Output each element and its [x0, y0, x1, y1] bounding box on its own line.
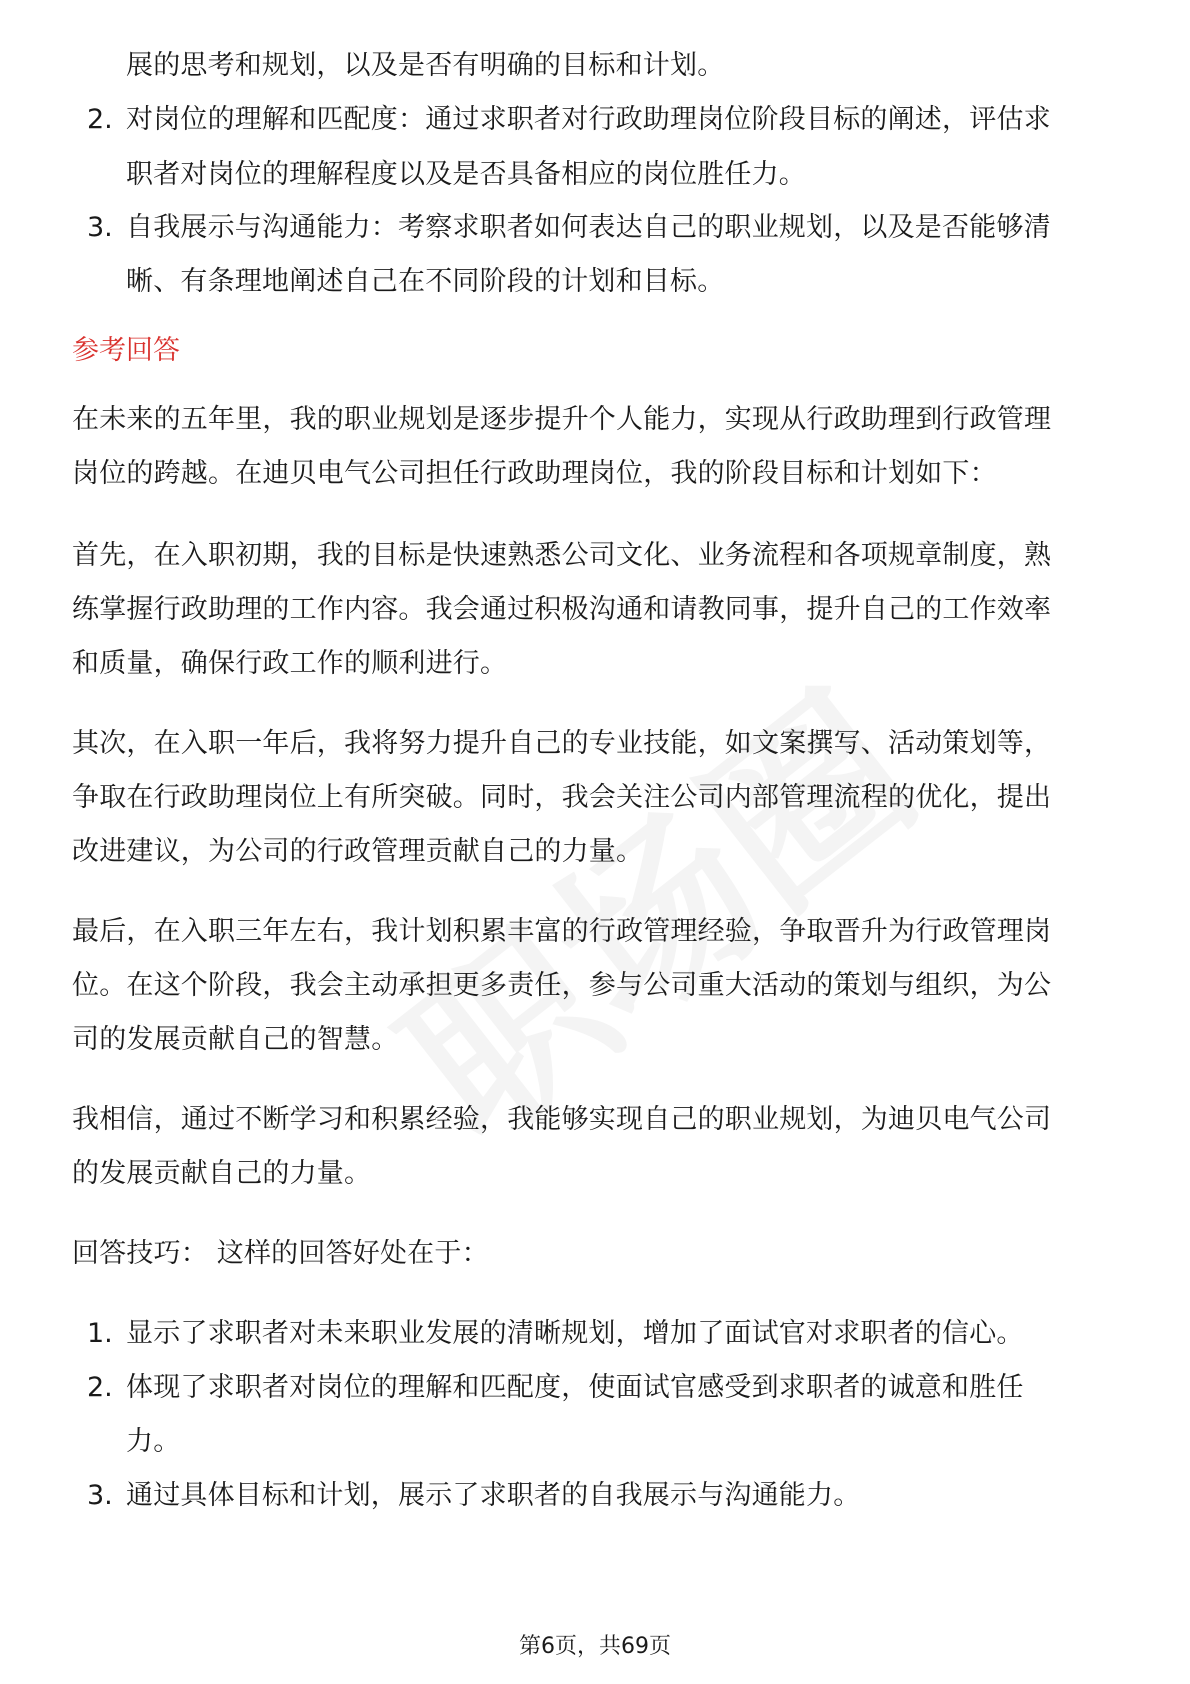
list-item-line: 通过具体目标和计划，展示了求职者的自我展示与沟通能力。 [126, 1480, 861, 1511]
paragraph-line: 改进建议，为公司的行政管理贡献自己的力量。 [72, 836, 644, 867]
paragraph-line: 练掌握行政助理的工作内容。我会通过积极沟通和请教同事，提升自己的工作效率 [72, 594, 1052, 625]
list-number: 3. [87, 1480, 113, 1511]
paragraph-line: 司的发展贡献自己的智慧。 [72, 1024, 399, 1055]
paragraph-line: 我相信，通过不断学习和积累经验，我能够实现自己的职业规划，为迪贝电气公司 [72, 1104, 1052, 1135]
paragraph-line: 岗位的跨越。在迪贝电气公司担任行政助理岗位，我的阶段目标和计划如下： [72, 458, 997, 489]
list-item-1-tail: 展的思考和规划，以及是否有明确的目标和计划。 [126, 50, 725, 81]
list-item-line: 显示了求职者对未来职业发展的清晰规划，增加了面试官对求职者的信心。 [126, 1318, 1024, 1349]
list-number: 1. [87, 1318, 113, 1349]
page-number-footer: 第6页，共69页 [519, 1634, 671, 1659]
list-item-line: 自我展示与沟通能力：考察求职者如何表达自己的职业规划，以及是否能够清 [126, 212, 1051, 243]
list-item-line: 晰、有条理地阐述自己在不同阶段的计划和目标。 [126, 266, 725, 297]
paragraph-line: 和质量，确保行政工作的顺利进行。 [72, 648, 508, 679]
paragraph-line: 位。在这个阶段，我会主动承担更多责任，参与公司重大活动的策划与组织，为公 [72, 970, 1052, 1001]
paragraph-line: 的发展贡献自己的力量。 [72, 1158, 372, 1189]
list-number: 3. [87, 212, 113, 243]
paragraph-line: 在未来的五年里，我的职业规划是逐步提升个人能力，实现从行政助理到行政管理 [72, 404, 1052, 435]
list-item-line: 职者对岗位的理解程度以及是否具备相应的岗位胜任力。 [126, 159, 806, 190]
reference-answer-heading: 参考回答 [72, 335, 180, 366]
answer-tips-intro: 回答技巧： 这样的回答好处在于： [72, 1238, 489, 1269]
paragraph-line: 最后，在入职三年左右，我计划积累丰富的行政管理经验，争取晋升为行政管理岗 [72, 916, 1052, 947]
list-item-line: 对岗位的理解和匹配度：通过求职者对行政助理岗位阶段目标的阐述，评估求 [126, 104, 1051, 135]
list-number: 2. [87, 104, 113, 135]
list-item-line: 体现了求职者对岗位的理解和匹配度，使面试官感受到求职者的诚意和胜任 [126, 1372, 1024, 1403]
paragraph-line: 争取在行政助理岗位上有所突破。同时，我会关注公司内部管理流程的优化，提出 [72, 782, 1052, 813]
list-number: 2. [87, 1372, 113, 1403]
list-item-line: 力。 [126, 1426, 181, 1457]
paragraph-line: 其次，在入职一年后，我将努力提升自己的专业技能，如文案撰写、活动策划等， [72, 728, 1052, 759]
paragraph-line: 首先，在入职初期，我的目标是快速熟悉公司文化、业务流程和各项规章制度，熟 [72, 540, 1052, 571]
